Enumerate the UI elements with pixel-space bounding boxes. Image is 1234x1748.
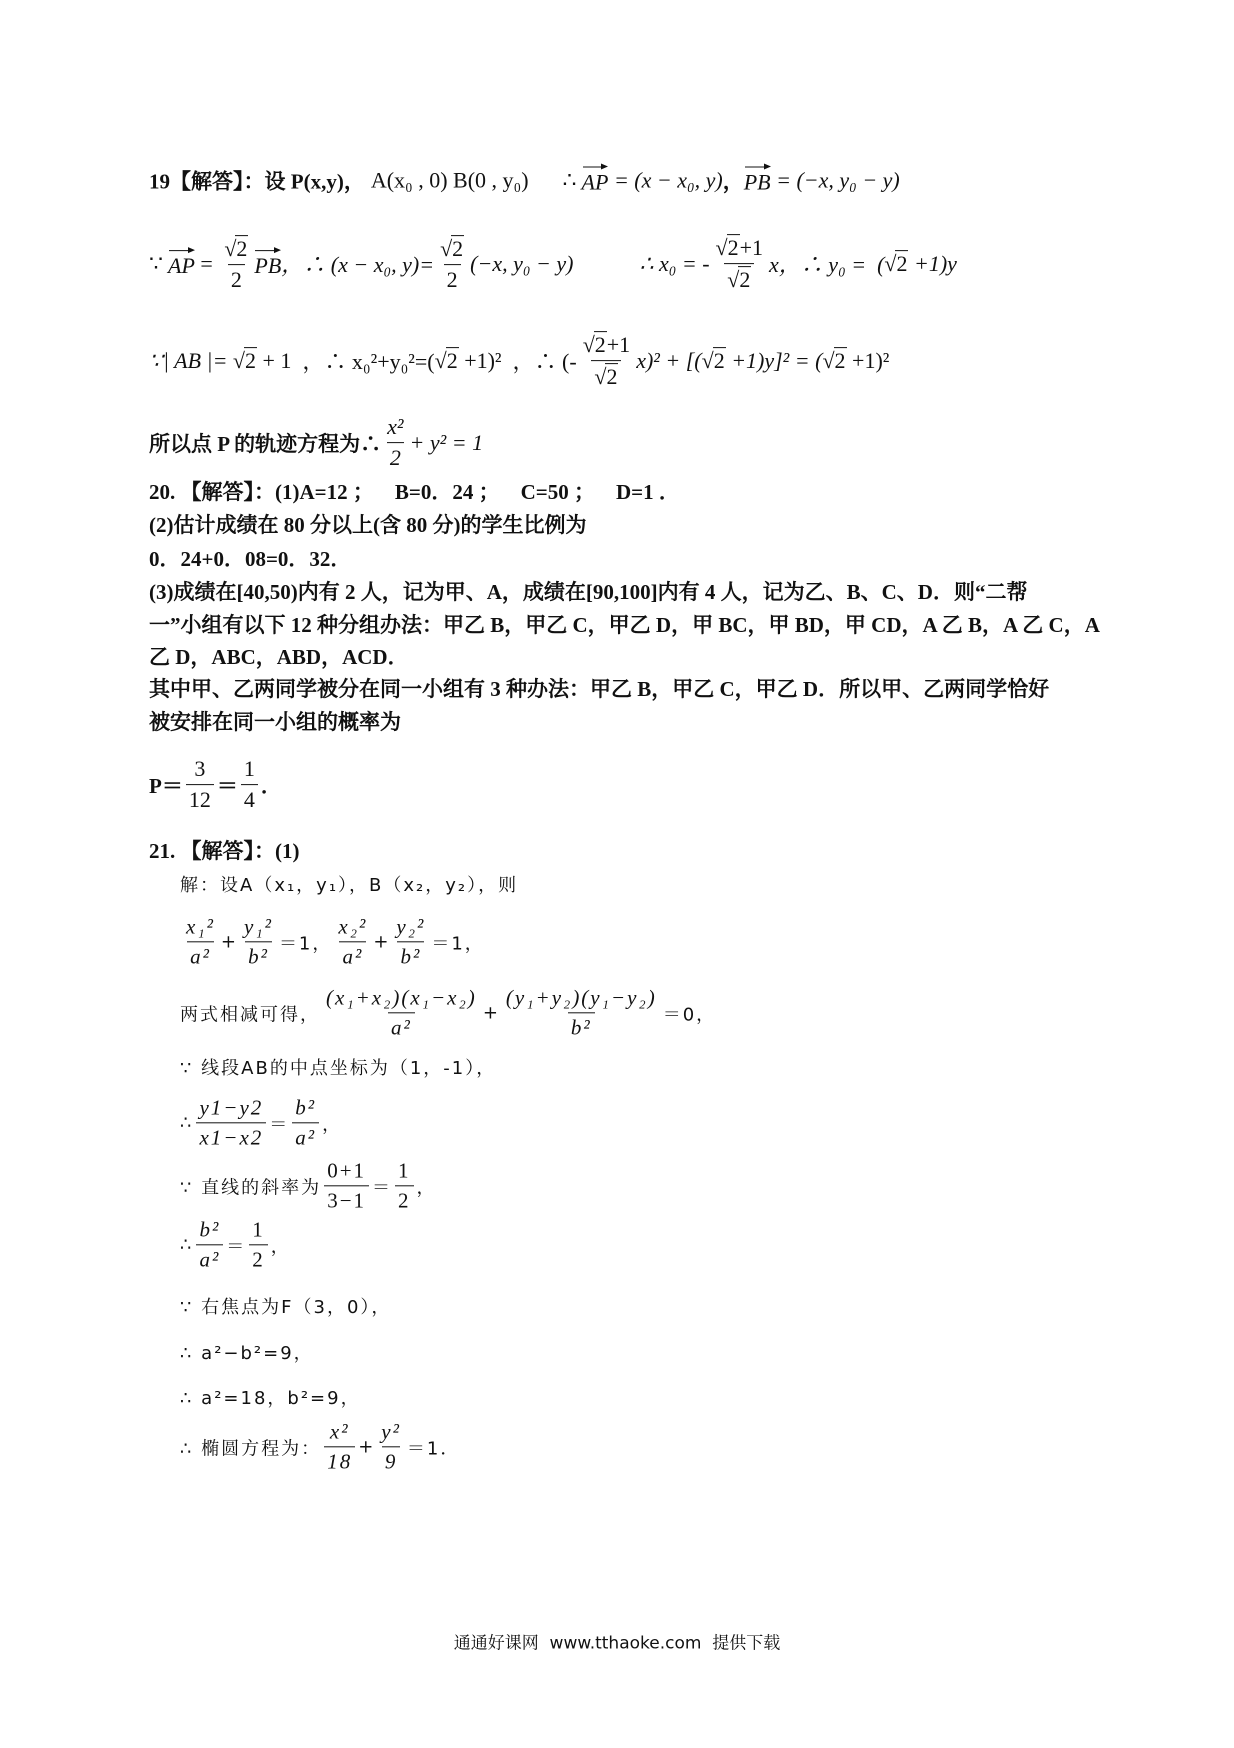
math-text: ，∴ (x − x₀, y)= <box>281 252 435 278</box>
fraction-numerator: x₁² <box>186 914 215 939</box>
fraction <box>384 414 406 472</box>
q21-line-7 <box>180 1158 437 1213</box>
fraction-numerator: 1 <box>252 1217 265 1242</box>
therefore-symbol: ∴ <box>180 1112 194 1134</box>
math-text: x，∴ y₀ = ( <box>769 252 885 278</box>
q21-line-8 <box>180 1217 291 1272</box>
math-text: +1)² <box>846 348 890 373</box>
fraction-denominator: a² <box>388 1013 415 1041</box>
q20-line-1 <box>149 476 680 506</box>
fraction-denominator: 2 <box>444 264 461 293</box>
fraction-denominator: 2 <box>249 1245 268 1273</box>
fraction-numerator: (y₁+y₂)(y₁−y₂) <box>505 985 657 1010</box>
therefore-symbol: ∴ <box>562 167 577 192</box>
q20-line-3 <box>149 543 351 573</box>
math-text: ，∴ x₀²+y₀²=( <box>291 349 435 375</box>
punctuation: ， <box>722 169 744 193</box>
sqrt-symbol: √ <box>822 348 835 374</box>
q20-line-5 <box>149 609 1100 639</box>
fraction <box>186 756 214 814</box>
math-text: +1 <box>739 235 764 261</box>
q21-line-12 <box>180 1419 460 1474</box>
q20-line-2 <box>149 509 586 539</box>
q21-line-4 <box>180 985 716 1040</box>
fraction-numerator: y₂² <box>396 914 426 939</box>
fraction <box>395 1158 414 1213</box>
sqrt-radicand: 2 <box>236 235 248 261</box>
fraction <box>241 914 276 969</box>
q21-line-2 <box>180 871 518 897</box>
math-text: +1 <box>606 332 631 358</box>
fraction-numerator <box>437 235 467 264</box>
sqrt-radicand: 2 <box>594 332 606 358</box>
fraction-numerator: 3 <box>194 756 206 782</box>
paragraph-text: 被安排在同一小组的概率为 <box>149 710 401 734</box>
q20-line-8 <box>149 706 401 736</box>
paragraph-text: ∴ a²−b²=9， <box>180 1343 314 1364</box>
paragraph-text: 解：设A（x₁，y₁），B（x₂，y₂），则 <box>180 875 519 896</box>
q19-line-3 <box>149 331 889 391</box>
math-text: P＝ <box>149 774 183 798</box>
math-text: (−x, y₀ − y) <box>470 251 574 276</box>
math-text: = (−x, y₀ − y) <box>770 167 900 192</box>
fraction-denominator: 2 <box>228 264 245 293</box>
paragraph-text: 两式相减可得， <box>180 1004 320 1025</box>
sqrt-expression <box>233 348 257 375</box>
fraction-numerator: x² <box>329 1419 350 1444</box>
fraction <box>713 234 767 294</box>
q20-line-6 <box>149 641 409 671</box>
sqrt-radicand: 2 <box>834 348 846 374</box>
fraction <box>249 1217 268 1272</box>
fraction-denominator: 18 <box>324 1447 355 1475</box>
q19-line-1 <box>149 165 900 196</box>
q21-line-1 <box>149 835 300 865</box>
sqrt-symbol: √ <box>224 235 237 261</box>
fraction-denominator: 2 <box>395 1186 414 1214</box>
therefore-symbol: ∴ <box>180 1234 194 1256</box>
fraction-numerator: x₂² <box>338 914 368 939</box>
equals-sign: ＝ <box>372 1177 393 1198</box>
q21-line-11 <box>180 1384 361 1410</box>
sqrt-radicand: 2 <box>896 251 908 277</box>
sqrt-symbol: √ <box>715 235 728 261</box>
q21-heading: 21. 【解答】：(1) <box>149 839 300 863</box>
vector-ap: AP <box>582 165 609 196</box>
sqrt-expression <box>822 348 846 375</box>
equals-sign: ＝ <box>269 1114 290 1135</box>
math-text: +1)y]² = ( <box>725 348 823 373</box>
fraction <box>378 1419 404 1474</box>
q21-line-9 <box>180 1293 391 1319</box>
sqrt-radicand: 2 <box>446 348 458 374</box>
fraction <box>196 1217 223 1272</box>
q19-line-4 <box>149 414 483 472</box>
fraction-numerator: y₁² <box>244 914 273 939</box>
plus-sign: + <box>220 931 239 953</box>
math-text: ∵| AB |= <box>149 348 233 373</box>
paragraph-text: ∵ 直线的斜率为 <box>180 1177 322 1198</box>
fraction-numerator: 1 <box>398 1158 411 1183</box>
math-text: +1)y <box>908 251 957 276</box>
fraction <box>324 1158 369 1213</box>
sqrt-symbol: √ <box>727 267 740 293</box>
fraction-denominator: 3−1 <box>324 1186 369 1214</box>
fraction <box>335 914 370 969</box>
fraction <box>580 331 634 391</box>
sqrt-radicand: 2 <box>452 235 464 261</box>
math-text: ＝1， <box>278 933 333 954</box>
fraction-numerator: y1−y2 <box>199 1095 264 1120</box>
vector-ap: AP <box>168 249 195 280</box>
fraction <box>323 985 480 1040</box>
paragraph-text: 其中甲、乙两同学被分在同一小组有 3 种办法：甲乙 B，甲乙 C，甲乙 D．所以甲、乙两同学恰好 <box>149 677 1050 701</box>
fraction-denominator: 2 <box>387 443 404 472</box>
because-symbol: ∵ <box>149 251 163 276</box>
math-text: ∴ x₀ = - <box>639 251 710 276</box>
math-text: +1)² <box>458 348 502 373</box>
fraction <box>292 1095 319 1150</box>
q20-probability-line <box>149 756 282 814</box>
q19-heading: 19【解答】：设 P(x,y)， <box>149 169 365 193</box>
sqrt-symbol: √ <box>594 364 607 390</box>
sqrt-radicand: 2 <box>606 364 618 390</box>
q19-line-2 <box>149 234 957 294</box>
fraction-numerator: 0+1 <box>327 1158 367 1183</box>
fraction-denominator: a² <box>339 942 366 970</box>
math-text: ＝0， <box>662 1004 717 1025</box>
plus-sign: + <box>482 1002 500 1024</box>
paragraph-text: 乙 D，ABC，ABD，ACD． <box>149 645 409 669</box>
fraction-denominator: a² <box>292 1123 319 1151</box>
q21-line-5 <box>180 1054 496 1080</box>
fraction-numerator <box>713 234 767 263</box>
sqrt-symbol: √ <box>701 348 714 374</box>
math-text: + 1 <box>257 348 292 373</box>
fraction-denominator: a² <box>187 942 214 970</box>
sqrt-expression <box>884 251 908 278</box>
math-text: = (x − x₀, y) <box>608 167 723 192</box>
sqrt-radicand: 2 <box>245 348 256 374</box>
sqrt-radicand: 2 <box>739 267 751 293</box>
math-text: + y² = 1 <box>409 430 484 455</box>
fraction-denominator: b² <box>245 942 272 970</box>
fraction <box>503 985 660 1040</box>
fraction-numerator: x² <box>387 414 404 440</box>
fraction-denominator: a² <box>196 1245 223 1273</box>
equals-sign: ＝ <box>216 774 238 798</box>
q20-line-7 <box>149 673 1049 703</box>
fraction-numerator <box>580 331 634 360</box>
fraction-numerator: b² <box>199 1217 221 1242</box>
paragraph-text: ∴ 椭圆方程为： <box>180 1438 322 1459</box>
sqrt-expression <box>435 348 459 375</box>
math-text: A(x₀ , 0) B(0 , y₀) <box>370 167 529 192</box>
fraction <box>221 235 251 294</box>
sqrt-symbol: √ <box>884 251 897 277</box>
punctuation: ， <box>416 1177 437 1198</box>
fraction <box>183 914 218 969</box>
equals-sign: ＝ <box>226 1236 247 1257</box>
sqrt-symbol: √ <box>434 348 447 374</box>
fraction-denominator: b² <box>397 942 424 970</box>
punctuation: ， <box>270 1236 291 1257</box>
q21-line-3 <box>180 914 485 969</box>
page-footer: 通通好课网 www.tthaoke.com 提供下载 <box>453 1633 781 1654</box>
math-text: ＝1， <box>431 933 485 954</box>
q21-line-6 <box>180 1095 342 1150</box>
paragraph-text: (3)成绩在[40,50)内有 2 人，记为甲、A，成绩在[90,100]内有 4 人，记为乙、B、C、D．则“二帮 <box>149 580 1028 604</box>
fraction-numerator: 1 <box>243 756 255 782</box>
punctuation: ， <box>322 1114 343 1135</box>
sqrt-symbol: √ <box>582 332 595 358</box>
fraction-denominator: 4 <box>241 785 258 814</box>
fraction <box>324 1419 355 1474</box>
fraction-denominator <box>724 264 754 294</box>
sqrt-symbol: √ <box>440 235 453 261</box>
vector-pb: PB <box>744 165 771 196</box>
q20-line-4 <box>149 576 1027 606</box>
vector-pb: PB <box>254 249 281 280</box>
fraction-numerator: y² <box>381 1419 401 1444</box>
math-text: = <box>194 251 219 276</box>
fraction-denominator: x1−x2 <box>196 1123 266 1151</box>
plus-sign: + <box>373 931 391 953</box>
paragraph-text: ∴ a²=18，b²=9， <box>180 1388 361 1409</box>
fraction <box>393 914 428 969</box>
fraction-denominator <box>591 361 621 391</box>
math-text: x)² + [( <box>636 348 702 373</box>
paragraph-text: ∵ 线段AB的中点坐标为（1，-1）， <box>180 1058 497 1079</box>
q20-heading: 20. 【解答】：(1)A=12 ； B=0．24 ； C=50 ； D=1 ． <box>149 480 680 504</box>
math-text: ＝1． <box>406 1438 461 1459</box>
sqrt-radicand: 2 <box>713 348 725 374</box>
fraction-denominator: b² <box>568 1013 595 1041</box>
fraction <box>241 756 258 814</box>
paragraph-text: (2)估计成绩在 80 分以上(含 80 分)的学生比例为 <box>149 513 587 537</box>
math-text: ，∴ (- <box>501 349 577 375</box>
fraction-numerator <box>221 235 251 264</box>
sqrt-symbol: √ <box>232 348 245 374</box>
punctuation: ． <box>260 774 282 798</box>
fraction-numerator: b² <box>295 1095 317 1120</box>
fraction <box>196 1095 266 1150</box>
fraction <box>437 235 467 294</box>
sqrt-expression <box>702 348 726 375</box>
sqrt-radicand: 2 <box>727 235 739 261</box>
fraction-denominator: 9 <box>382 1447 401 1475</box>
fraction-numerator: (x₁+x₂)(x₁−x₂) <box>326 985 477 1010</box>
plus-sign: + <box>358 1436 376 1458</box>
q21-line-10 <box>180 1339 314 1365</box>
fraction-denominator: 12 <box>186 785 214 814</box>
paragraph-text: ∵ 右焦点为F（3，0）， <box>180 1297 392 1318</box>
conclusion-text: 所以点 P 的轨迹方程为∴ <box>149 432 382 456</box>
paragraph-text: 0．24+0．08=0．32． <box>149 547 352 571</box>
paragraph-text: 一”小组有以下 12 种分组办法：甲乙 B，甲乙 C，甲乙 D，甲 BC，甲 BD，甲 CD，A 乙 B，A 乙 C，A <box>149 613 1100 637</box>
